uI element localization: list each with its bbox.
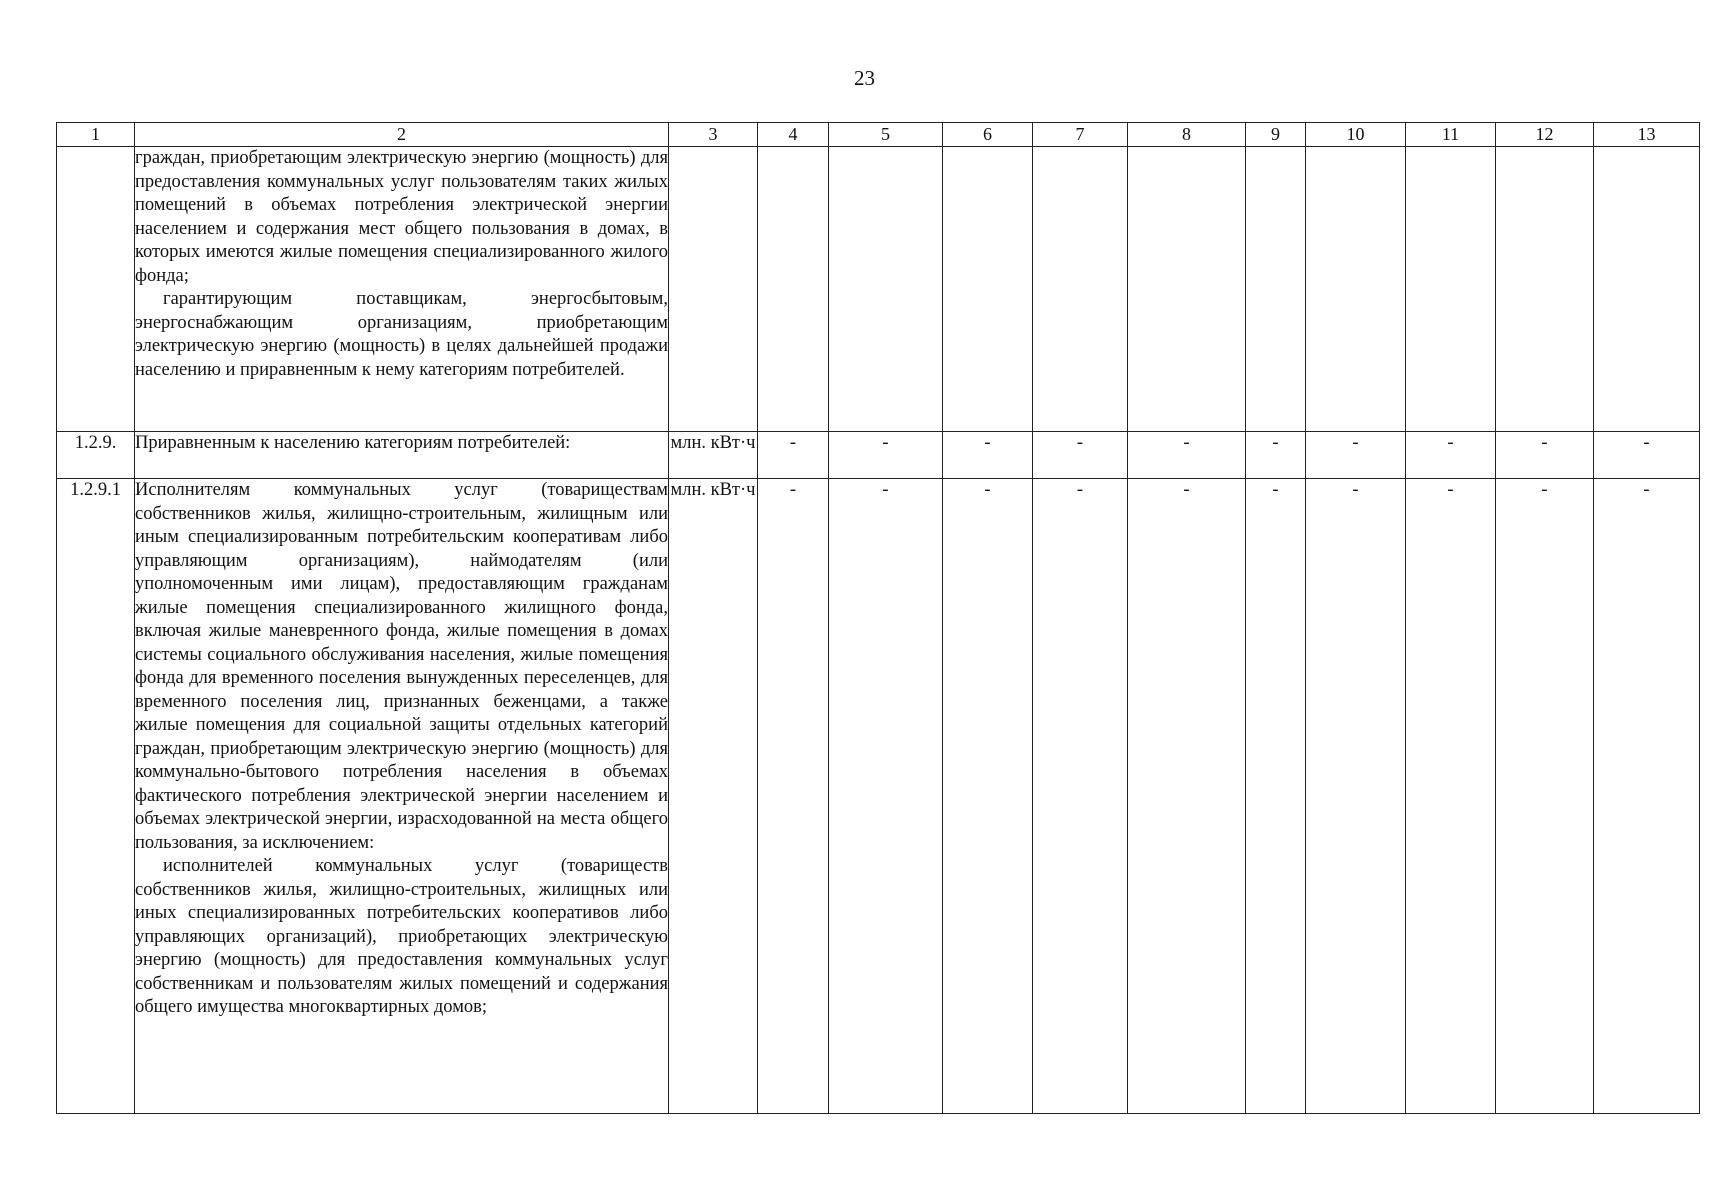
column-number-header: 9 [1246, 123, 1306, 147]
value-cell [1594, 147, 1700, 432]
column-number-header: 3 [669, 123, 758, 147]
description-paragraph: гарантирующим поставщикам, энергосбытовым, энергоснабжающим организациям, приобретающим электрическую энергию (мощность) в целях дальнейшей продажи населению и приравненным к нему категориям потребителей. [135, 289, 668, 380]
unit-cell [669, 147, 758, 432]
column-number-header: 2 [135, 123, 669, 147]
value-cell: - [758, 479, 829, 1114]
description-paragraph: Исполнителям коммунальных услуг (товариществам собственников жилья, жилищно-строительным, жилищным или иным специализированным потребительским кооперативам либо управляющим организациям), наймодателям (или уполномоченным ими лицам), предоставляющим гражданам жилые помещения специализированного жилищного фонда, включая жилые маневренного фонда, жилые помещения в домах системы социального обслуживания населения, жилые помещения фонда для временного поселения вынужденных переселенцев, для временного поселения лиц, признанных беженцами, а также жилые помещения для социальной защиты отдельных категорий граждан, приобретающим электрическую энергию (мощность) для коммунально-бытового потребления населения в объемах фактического потребления электрической энергии населением и объемах электрической энергии, израсходованной на места общего пользования, за исключением: [135, 480, 668, 853]
value-cell: - [1033, 479, 1128, 1114]
value-cell: - [1496, 479, 1594, 1114]
value-cell: - [943, 432, 1033, 479]
value-cell: - [829, 479, 943, 1114]
row-number: 1.2.9.1 [57, 479, 135, 1114]
description-paragraph: исполнителей коммунальных услуг (товариществ собственников жилья, жилищно-строительных, жилищных или иных специализированных потребительских кооперативов либо управляющих организаций), приобретающих электрическую энергию (мощность) для предоставления коммунальных услуг собственникам и пользователям жилых помещений и содержания общего имущества многоквартирных домов; [135, 856, 668, 1017]
value-cell [1246, 147, 1306, 432]
column-number-header: 13 [1594, 123, 1700, 147]
description-paragraph: Приравненным к населению категориям потребителей: [135, 433, 571, 453]
value-cell: - [758, 432, 829, 479]
value-cell [1496, 147, 1594, 432]
table-row [57, 147, 1700, 432]
value-cell: - [1406, 432, 1496, 479]
value-cell: - [1128, 432, 1246, 479]
value-cell: - [1128, 479, 1246, 1114]
table-row [57, 432, 1700, 479]
data-table [56, 122, 1700, 1114]
row-number [57, 147, 135, 432]
column-number-header: 1 [57, 123, 135, 147]
value-cell: - [1246, 432, 1306, 479]
value-cell: - [1594, 432, 1700, 479]
column-number-header: 11 [1406, 123, 1496, 147]
column-number-header: 7 [1033, 123, 1128, 147]
value-cell [1406, 147, 1496, 432]
column-number-header: 8 [1128, 123, 1246, 147]
row-description [135, 432, 669, 479]
column-number-header: 10 [1306, 123, 1406, 147]
value-cell [1033, 147, 1128, 432]
value-cell [1128, 147, 1246, 432]
value-cell: - [829, 432, 943, 479]
row-description [135, 147, 669, 432]
column-number-header: 5 [829, 123, 943, 147]
description-paragraph: граждан, приобретающим электрическую энергию (мощность) для предоставления коммунальных услуг пользователям таких жилых помещений в объемах потребления электрической энергии населением и содержания мест общего пользования в домах, в которых имеются жилые помещения специализированного жилого фонда; [135, 148, 668, 286]
column-number-header: 4 [758, 123, 829, 147]
row-description [135, 479, 669, 1114]
value-cell: - [1406, 479, 1496, 1114]
value-cell: - [1496, 432, 1594, 479]
value-cell: - [943, 479, 1033, 1114]
column-number-header: 12 [1496, 123, 1594, 147]
table-row [57, 479, 1700, 1114]
unit-cell: млн. кВт·ч [669, 432, 758, 479]
value-cell [758, 147, 829, 432]
unit-cell: млн. кВт·ч [669, 479, 758, 1114]
row-number: 1.2.9. [57, 432, 135, 479]
value-cell: - [1306, 432, 1406, 479]
value-cell [829, 147, 943, 432]
column-number-header: 6 [943, 123, 1033, 147]
value-cell [943, 147, 1033, 432]
value-cell [1306, 147, 1406, 432]
value-cell: - [1033, 432, 1128, 479]
value-cell: - [1306, 479, 1406, 1114]
page-number: 23 [854, 66, 875, 90]
value-cell: - [1594, 479, 1700, 1114]
value-cell: - [1246, 479, 1306, 1114]
table-header-row [57, 123, 1700, 147]
